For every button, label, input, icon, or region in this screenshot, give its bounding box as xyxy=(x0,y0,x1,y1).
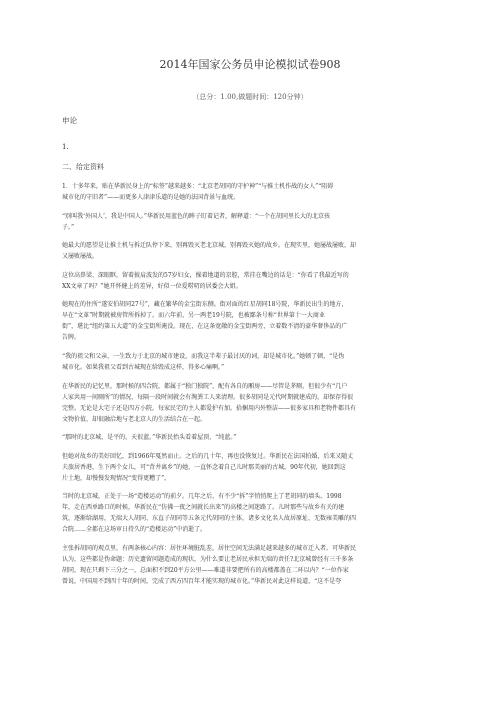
exam-meta: （总分：1.00,做题时间：120分钟） xyxy=(192,93,308,101)
paragraph: 在华新民的记忆里，那时候的四合院，都属于“独门独院”，配有各自的厢房——尽管是茅厕，但很少有“几户 人家共用一间厕所”的情况，每隔一段时间就会有淘粪工人来清理。很多胡同是元代时期就建成的，却保存得很 完整。无论是大宅子还是四方小院，每家民宅的主人都爱护有加。拾捆用内外整洁——很多家具和老物件都具有 文物价值，却很融洽地与老北京人的生活结合在一起。 xyxy=(62,382,357,423)
item-number: 1. xyxy=(62,143,69,151)
paragraph: 这位高鼻梁、深眼眶，留着披肩波发的57岁妇女，操着地道的京腔，常挂在嘴边的话是：“你看了我最近写的 XX文章了吗？”她开怀健上的差异，好似一位爱唠叨的居委会大姐。 xyxy=(62,271,349,290)
section-heading: 申论 xyxy=(62,116,77,125)
paragraph: 但她对故乡的美好回忆，到1966年戛然而止。之后的几十年，再也没恢复过。华新民在法国拍婚，后来又随丈 夫旅居香港，生下两个女儿，可“背井离乡”的她，一直怀念着自己儿时那美丽的古城。90年代初，她回到这 片土地，却慢慢发现情况“变得更糟了”。 xyxy=(62,452,354,482)
subsection-heading: 二、给定资料 xyxy=(62,163,104,171)
document-title: 2014年国家公务员申论模拟试卷908 xyxy=(159,58,341,71)
paragraph: “那时的北京城，是平的，天很蓝。”华新民抬头看着屋顶，“纯蓝。” xyxy=(62,434,237,442)
paragraph: 主张拆胡同的观点里，有两条核心内容：居住环境脏乱差，居住空间无法满足越来越多的城市迁入者。可华新民 认为，这些都是伪命题：历史遗留问题造成的现状，为什么要让老居民承担无端的责任?北京城曾经有三千多条 胡同，现在只剩下三分之一，总面积不到20平方公里——难道非要把所有的高楼都盖在二环以内？“一位作家 曾说，中国用不到四十年的时间，完成了西方四百年才能实现的城市化。”华新民对此这样说道，“这不是夸 xyxy=(62,544,357,585)
paragraph: “我的祖父和父亲，一生致力于北京的城市建设，而我这半辈子最讨厌的词，却是城市化。”她顿了顿，“是伪 城市化。如果我祖父看到古城现在给毁成这样，得多心痛啊。” xyxy=(62,352,345,371)
paragraph: “别叫我‘外国人’，我是中国人。”华新民用蓝色的眸子盯着记者，解释道：“一个在胡同里长大的北京孩 子。” xyxy=(62,212,331,231)
document-body xyxy=(62,181,442,595)
paragraph: 1．十多年来，贴在华新民身上的“标签”越来越多：“北京老胡同的守护神”“与推土机作战的女人”“阻碍 城市化的守旧者”——而更多人津津乐道的是她的法国背景与血统。 xyxy=(62,183,334,201)
paragraph: 当时的北京城，正处于一场“造楼运动”的前夕。几年之后，有不少“拆”字悄悄爬上了老胡同的墙头。1998 年，走在西单路口的时候，华新民在“仿佛一夜之间就长出来”的高楼之间迷路了。儿时那些与故乡有关的建 筑，逐渐给湖用，无端大人胡同、东直子胡同等五条元代胡同的主体，诸多文化名人故居原址、无数雍美雕的四 合院……全都在这场审日持久的“造楼运动”中消逝了。 xyxy=(62,493,357,534)
paragraph: 她现在的住所“遂安伯胡同27号”，藏在繁华的金宝街东侧。街对面的红星胡同18号院，华新民出生的地方， 早在“文革”时期就被房管所拆掉了。而六年前，另一两老19号院，也被鄙条号称“世界第十一大商业 街”，堪比“纽约第五大道”的金宝街所淹没。现在，在这条宽敞的金宝街两旁，立着数不清的豪华奢侈品的广 告牌。 xyxy=(62,301,348,342)
paragraph: 她最大的愿望是让推土机与拆迁队停下来，别再毁灭老北京城，别再毁灭她的故乡。在现实里，她屡战屡败，却 又屡败屡战。 xyxy=(62,242,357,261)
